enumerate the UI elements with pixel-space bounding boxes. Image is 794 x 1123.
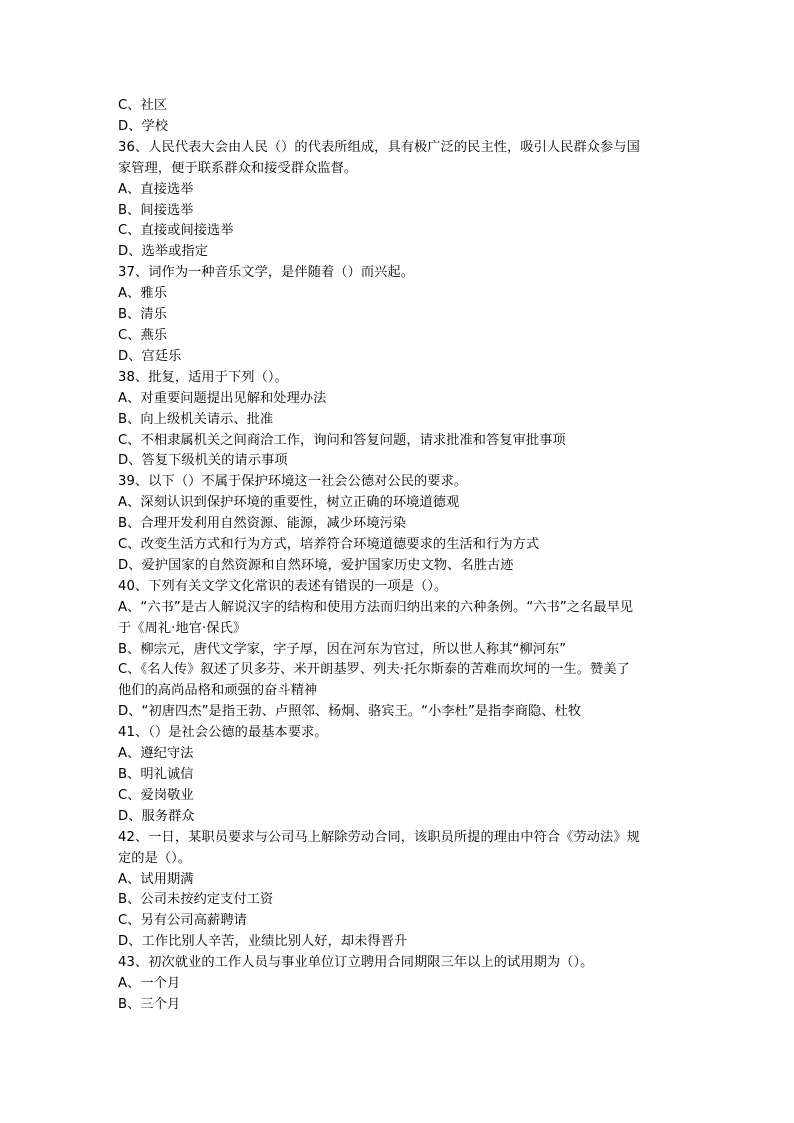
answer-option: A、“六书”是古人解说汉字的结构和使用方法而归纳出来的六种条例。“六书”之名最早见 (118, 599, 634, 615)
text-line: D、学校 (118, 118, 169, 134)
question-37-stem: 37、词作为一种音乐文学，是伴随着（）而兴起。 (118, 265, 415, 281)
answer-option: B、明礼诚信 (118, 767, 194, 782)
answer-option: D、答复下级机关的请示事项 (118, 453, 288, 469)
answer-option: A、雅乐 (118, 286, 167, 302)
answer-option-cont: 他们的高尚品格和顽强的奋斗精神 (118, 683, 318, 699)
answer-option: B、清乐 (118, 307, 168, 323)
answer-option: D、宫廷乐 (118, 348, 182, 364)
question-40-stem: 40、下列有关文学文化常识的表述有错误的一项是（）。 (118, 578, 448, 594)
answer-option: C、另有公司高薪聘请 (118, 913, 247, 929)
answer-option: A、遵纪守法 (118, 746, 194, 762)
question-43-stem: 43、初次就业的工作人员与事业单位订立聘用合同期限三年以上的试用期为（）。 (118, 955, 594, 971)
question-36-stem-cont: 家管理，便于联系群众和接受群众监督。 (118, 160, 358, 176)
answer-option: B、公司未按约定支付工资 (118, 892, 274, 908)
answer-option: B、间接选举 (118, 202, 194, 218)
answer-option: D、工作比别人辛苦，业绩比别人好，却未得晋升 (118, 934, 408, 950)
question-38-stem: 38、批复，适用于下列（）。 (118, 369, 288, 385)
answer-option: B、柳宗元，唐代文学家，字子厚，因在河东为官过，所以世人称其“柳河东” (118, 641, 567, 657)
answer-option: A、对重要问题提出见解和处理办法 (118, 390, 327, 406)
answer-option: C、不相隶属机关之间商洽工作，询问和答复问题，请求批准和答复审批事项 (118, 432, 566, 448)
answer-option: A、深刻认识到保护环境的重要性，树立正确的环境道德观 (118, 495, 460, 511)
text-line: C、社区 (118, 98, 168, 113)
answer-option: D、“初唐四杰”是指王勃、卢照邻、杨炯、骆宾王。“小李杜”是指李商隐、杜牧 (118, 704, 582, 720)
answer-option: B、合理开发利用自然资源、能源，减少环境污染 (118, 516, 407, 532)
answer-option: D、服务群众 (118, 808, 195, 824)
question-42-stem: 42、一日，某职员要求与公司马上解除劳动合同，该职员所提的理由中符合《劳动法》规 (118, 829, 640, 845)
answer-option: C、燕乐 (118, 327, 168, 343)
question-42-stem-cont: 定的是（）。 (118, 850, 192, 866)
answer-option: A、试用期满 (118, 871, 194, 887)
answer-option: C、《名人传》叙述了贝多芬、米开朗基罗、列夫·托尔斯泰的苦难而坎坷的一生。赞美了 (118, 662, 630, 678)
answer-option: B、向上级机关请示、批准 (118, 411, 274, 427)
answer-option-cont: 于《周礼·地官·保氏》 (118, 620, 247, 636)
answer-option: A、直接选举 (118, 181, 194, 197)
question-39-stem: 39、以下（）不属于保护环境这一社会公德对公民的要求。 (118, 474, 468, 490)
answer-option: D、选举或指定 (118, 244, 208, 260)
answer-option: C、爱岗敬业 (118, 787, 194, 803)
question-41-stem: 41、（）是社会公德的最基本要求。 (118, 725, 328, 741)
answer-option: B、三个月 (118, 996, 181, 1012)
answer-option: C、改变生活方式和行为方式，培养符合环境道德要求的生活和行为方式 (118, 537, 540, 553)
answer-option: A、一个月 (118, 976, 181, 992)
document-body (118, 96, 678, 1016)
answer-option: C、直接或间接选举 (118, 223, 234, 239)
answer-option: D、爱护国家的自然资源和自然环境，爱护国家历史文物、名胜古迹 (118, 557, 514, 573)
question-36-stem: 36、人民代表大会由人民（）的代表所组成，具有极广泛的民主性，吸引人民群众参与国 (118, 139, 640, 155)
